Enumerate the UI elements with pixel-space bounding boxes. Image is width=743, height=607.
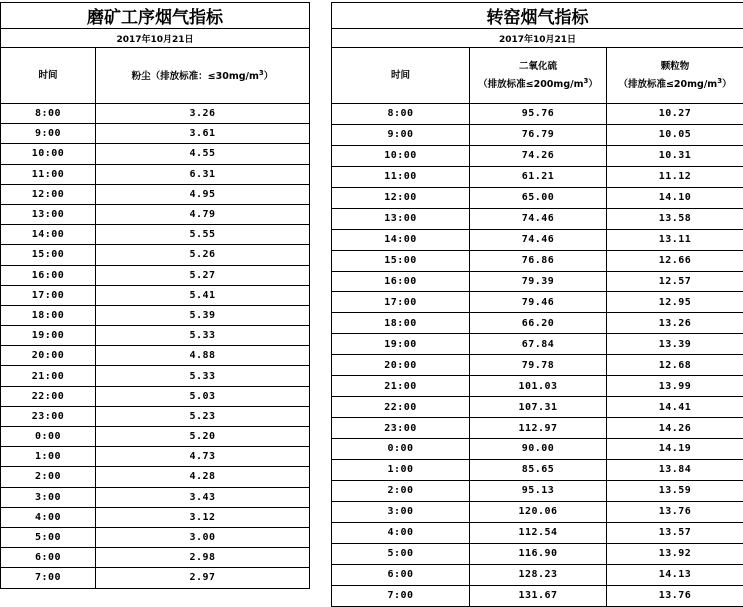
table-row xyxy=(1,487,310,507)
table-row xyxy=(332,585,743,606)
time-cell: 17:00 xyxy=(332,292,470,313)
table-row xyxy=(1,507,310,527)
pm-cell: 10.05 xyxy=(607,124,743,145)
dust-cell: 5.41 xyxy=(96,285,310,305)
kiln-table-title: 转窑烟气指标 xyxy=(332,3,743,29)
dust-cell: 3.61 xyxy=(96,124,310,144)
table-row xyxy=(1,144,310,164)
time-cell: 20:00 xyxy=(1,346,96,366)
time-cell: 5:00 xyxy=(332,543,470,564)
pm-cell: 12.68 xyxy=(607,355,743,376)
dust-header xyxy=(96,48,310,104)
table-row xyxy=(1,285,310,305)
so2-cell: 79.46 xyxy=(470,292,607,313)
time-cell: 10:00 xyxy=(1,144,96,164)
time-cell: 4:00 xyxy=(332,522,470,543)
pm-cell: 10.31 xyxy=(607,145,743,166)
dust-cell: 5.23 xyxy=(96,406,310,426)
so2-cell: 61.21 xyxy=(470,166,607,187)
time-cell: 17:00 xyxy=(1,285,96,305)
pm-cell: 14.13 xyxy=(607,564,743,585)
so2-cell: 112.54 xyxy=(470,522,607,543)
table-row xyxy=(332,166,743,187)
pm-cell: 13.76 xyxy=(607,585,743,606)
time-cell: 6:00 xyxy=(332,564,470,585)
so2-cell: 85.65 xyxy=(470,459,607,480)
dust-cell: 4.55 xyxy=(96,144,310,164)
table-row xyxy=(1,204,310,224)
table-row xyxy=(332,229,743,250)
table-row xyxy=(1,386,310,406)
so2-cell: 128.23 xyxy=(470,564,607,585)
so2-header xyxy=(470,48,607,104)
pm-header xyxy=(607,48,743,104)
time-cell: 8:00 xyxy=(332,104,470,125)
pm-cell: 14.41 xyxy=(607,397,743,418)
pm-cell: 13.11 xyxy=(607,229,743,250)
table-row xyxy=(332,355,743,376)
time-cell: 11:00 xyxy=(332,166,470,187)
time-cell: 16:00 xyxy=(1,265,96,285)
table-row xyxy=(332,208,743,229)
time-cell: 1:00 xyxy=(332,459,470,480)
table-row xyxy=(1,164,310,184)
dust-cell: 5.55 xyxy=(96,225,310,245)
so2-cell: 120.06 xyxy=(470,501,607,522)
pm-cell: 14.19 xyxy=(607,439,743,460)
pm-header-close: ） xyxy=(722,79,732,90)
time-cell: 22:00 xyxy=(1,386,96,406)
table-row xyxy=(1,527,310,547)
so2-cell: 101.03 xyxy=(470,376,607,397)
dust-cell: 3.00 xyxy=(96,527,310,547)
so2-header-close: ） xyxy=(588,79,598,90)
table-row xyxy=(332,271,743,292)
dust-cell: 5.39 xyxy=(96,305,310,325)
table-row xyxy=(332,459,743,480)
time-cell: 15:00 xyxy=(1,245,96,265)
table-row xyxy=(332,292,743,313)
time-cell: 1:00 xyxy=(1,447,96,467)
dust-header-text: 粉尘（排放标准：≤30mg/m xyxy=(132,72,259,83)
grinding-flue-gas-table xyxy=(0,2,310,589)
pm-cell: 14.26 xyxy=(607,418,743,439)
dust-cell: 4.88 xyxy=(96,346,310,366)
time-header: 时间 xyxy=(332,48,470,104)
time-cell: 22:00 xyxy=(332,397,470,418)
time-cell: 2:00 xyxy=(1,467,96,487)
so2-header-line1: 二氧化硫 xyxy=(470,59,606,74)
dust-cell: 3.26 xyxy=(96,104,310,124)
dust-cell: 4.79 xyxy=(96,204,310,224)
time-cell: 8:00 xyxy=(1,104,96,124)
so2-cell: 65.00 xyxy=(470,187,607,208)
dust-cell: 5.33 xyxy=(96,366,310,386)
dust-cell: 2.98 xyxy=(96,548,310,568)
table-row xyxy=(332,334,743,355)
time-cell: 0:00 xyxy=(332,439,470,460)
kiln-table-date: 2017年10月21日 xyxy=(332,29,743,48)
dust-cell: 5.33 xyxy=(96,326,310,346)
time-cell: 21:00 xyxy=(1,366,96,386)
time-cell: 12:00 xyxy=(332,187,470,208)
table-row xyxy=(1,568,310,588)
table-row xyxy=(1,225,310,245)
table-row xyxy=(1,245,310,265)
table-row xyxy=(1,467,310,487)
time-cell: 11:00 xyxy=(1,164,96,184)
dust-cell: 3.12 xyxy=(96,507,310,527)
table-row xyxy=(332,187,743,208)
grinding-table-title: 磨矿工序烟气指标 xyxy=(1,3,310,29)
so2-cell: 79.78 xyxy=(470,355,607,376)
pm-cell: 10.27 xyxy=(607,104,743,125)
dust-cell: 3.43 xyxy=(96,487,310,507)
time-cell: 16:00 xyxy=(332,271,470,292)
pm-cell: 12.57 xyxy=(607,271,743,292)
time-cell: 14:00 xyxy=(332,229,470,250)
table-row xyxy=(332,564,743,585)
dust-cell: 5.03 xyxy=(96,386,310,406)
table-row xyxy=(332,522,743,543)
time-cell: 3:00 xyxy=(1,487,96,507)
time-cell: 13:00 xyxy=(332,208,470,229)
so2-header-line2 xyxy=(470,74,606,92)
time-cell: 5:00 xyxy=(1,527,96,547)
table-row xyxy=(332,313,743,334)
pm-header-standard: （排放标准≤20mg/m xyxy=(618,79,717,90)
pm-cell: 13.59 xyxy=(607,480,743,501)
so2-cell: 116.90 xyxy=(470,543,607,564)
table-row xyxy=(332,250,743,271)
table-row xyxy=(1,184,310,204)
time-cell: 13:00 xyxy=(1,204,96,224)
so2-cell: 76.86 xyxy=(470,250,607,271)
pm-cell: 12.95 xyxy=(607,292,743,313)
grinding-table-date: 2017年10月21日 xyxy=(1,29,310,48)
dust-cell: 4.95 xyxy=(96,184,310,204)
table-row xyxy=(332,501,743,522)
pm-cell: 13.26 xyxy=(607,313,743,334)
time-cell: 19:00 xyxy=(1,326,96,346)
dust-cell: 4.73 xyxy=(96,447,310,467)
table-row xyxy=(332,124,743,145)
time-cell: 7:00 xyxy=(1,568,96,588)
pm-cell: 13.58 xyxy=(607,208,743,229)
so2-cell: 74.26 xyxy=(470,145,607,166)
so2-header-standard: （排放标准≤200mg/m xyxy=(478,79,583,90)
pm-cell: 12.66 xyxy=(607,250,743,271)
so2-cell: 131.67 xyxy=(470,585,607,606)
time-cell: 23:00 xyxy=(332,418,470,439)
pm-header-line2 xyxy=(607,74,743,92)
so2-cell: 95.13 xyxy=(470,480,607,501)
time-cell: 18:00 xyxy=(1,305,96,325)
time-cell: 7:00 xyxy=(332,585,470,606)
dust-cell: 2.97 xyxy=(96,568,310,588)
so2-cell: 95.76 xyxy=(470,104,607,125)
time-cell: 9:00 xyxy=(1,124,96,144)
so2-cell: 66.20 xyxy=(470,313,607,334)
so2-cell: 67.84 xyxy=(470,334,607,355)
table-row xyxy=(332,376,743,397)
dust-header-close: ） xyxy=(264,72,274,83)
time-cell: 18:00 xyxy=(332,313,470,334)
time-cell: 14:00 xyxy=(1,225,96,245)
so2-cell: 74.46 xyxy=(470,208,607,229)
dust-header-superscript: 3 xyxy=(259,69,264,77)
time-cell: 2:00 xyxy=(332,480,470,501)
time-cell: 12:00 xyxy=(1,184,96,204)
table-row xyxy=(1,346,310,366)
pm-cell: 13.92 xyxy=(607,543,743,564)
pm-cell: 14.10 xyxy=(607,187,743,208)
pm-cell: 13.84 xyxy=(607,459,743,480)
kiln-flue-gas-table xyxy=(331,2,743,607)
dust-cell: 5.20 xyxy=(96,427,310,447)
pm-cell: 13.76 xyxy=(607,501,743,522)
so2-cell: 76.79 xyxy=(470,124,607,145)
pm-cell: 11.12 xyxy=(607,166,743,187)
table-row xyxy=(332,104,743,125)
so2-cell: 90.00 xyxy=(470,439,607,460)
so2-cell: 112.97 xyxy=(470,418,607,439)
table-row xyxy=(332,145,743,166)
time-cell: 4:00 xyxy=(1,507,96,527)
pm-cell: 13.99 xyxy=(607,376,743,397)
table-row xyxy=(1,326,310,346)
table-row xyxy=(332,543,743,564)
so2-cell: 79.39 xyxy=(470,271,607,292)
time-cell: 6:00 xyxy=(1,548,96,568)
table-row xyxy=(1,427,310,447)
time-cell: 10:00 xyxy=(332,145,470,166)
table-row xyxy=(332,439,743,460)
time-cell: 21:00 xyxy=(332,376,470,397)
table-row xyxy=(332,397,743,418)
time-header: 时间 xyxy=(1,48,96,104)
table-row xyxy=(1,265,310,285)
time-cell: 23:00 xyxy=(1,406,96,426)
table-row xyxy=(1,406,310,426)
pm-cell: 13.57 xyxy=(607,522,743,543)
so2-cell: 107.31 xyxy=(470,397,607,418)
time-cell: 0:00 xyxy=(1,427,96,447)
pm-header-line1: 颗粒物 xyxy=(607,59,743,74)
time-cell: 20:00 xyxy=(332,355,470,376)
table-row xyxy=(1,305,310,325)
table-row xyxy=(1,104,310,124)
time-cell: 3:00 xyxy=(332,501,470,522)
table-row xyxy=(1,447,310,467)
table-row xyxy=(332,480,743,501)
time-cell: 19:00 xyxy=(332,334,470,355)
dust-cell: 6.31 xyxy=(96,164,310,184)
pm-header-superscript: 3 xyxy=(717,77,722,85)
so2-header-superscript: 3 xyxy=(583,77,588,85)
dust-cell: 5.27 xyxy=(96,265,310,285)
table-row xyxy=(332,418,743,439)
dust-cell: 4.28 xyxy=(96,467,310,487)
pm-cell: 13.39 xyxy=(607,334,743,355)
so2-cell: 74.46 xyxy=(470,229,607,250)
table-row xyxy=(1,366,310,386)
time-cell: 9:00 xyxy=(332,124,470,145)
table-row xyxy=(1,548,310,568)
dust-cell: 5.26 xyxy=(96,245,310,265)
table-row xyxy=(1,124,310,144)
time-cell: 15:00 xyxy=(332,250,470,271)
